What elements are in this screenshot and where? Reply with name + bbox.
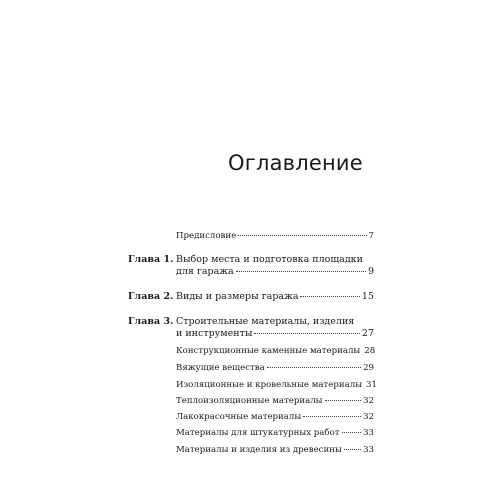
dot-leader <box>267 367 361 368</box>
toc-page-number: 15 <box>361 291 374 302</box>
dot-leader <box>254 333 359 334</box>
dot-leader <box>303 416 361 417</box>
dot-leader <box>325 400 362 401</box>
toc-page-number: 33 <box>363 445 374 455</box>
toc-page-number: 9 <box>367 266 374 277</box>
chapter-label-3: Глава 3. <box>128 316 174 327</box>
toc-entry-title: Вяжущие вещества <box>176 363 265 373</box>
toc-page-number: 31 <box>366 380 377 390</box>
dot-leader <box>238 235 366 236</box>
toc-subentry <box>176 362 374 374</box>
toc-subentry <box>176 395 374 407</box>
toc-subentry <box>176 427 374 439</box>
dot-leader <box>300 296 359 297</box>
toc-entry-title: Материалы для штукатурных работ <box>176 428 340 438</box>
toc-subentry <box>176 379 377 391</box>
toc-entry-chapter-1 <box>176 254 374 278</box>
toc-entry-title-line: и инструменты <box>176 328 253 339</box>
toc-entry-title-line: Выбор места и подготовка площадки <box>176 254 363 265</box>
toc-page-number: 32 <box>363 412 374 422</box>
toc-entry-title-line: для гаража <box>176 266 234 277</box>
toc-page-number: 28 <box>364 346 376 356</box>
toc-page-number: 33 <box>363 428 374 438</box>
toc-page-number: 7 <box>368 231 374 241</box>
chapter-label-1: Глава 1. <box>128 254 174 265</box>
dot-leader <box>344 449 361 450</box>
toc-entry-title: Материалы и изделия из древесины <box>176 445 342 455</box>
chapter-label-2: Глава 2. <box>128 291 174 302</box>
toc-subentry <box>176 345 374 357</box>
toc-entry-title: Конструкционные каменные материалы <box>176 346 361 356</box>
toc-entry-title: Изоляционные и кровельные материалы <box>176 380 363 390</box>
toc-entry-title: Предисловие <box>176 231 237 241</box>
toc-entry-chapter-2 <box>176 291 374 303</box>
dot-leader <box>236 271 366 272</box>
toc-entry-title: Теплоизоляционные материалы <box>176 396 323 406</box>
page-title: Оглавление <box>228 151 363 175</box>
toc-subentry <box>176 411 374 423</box>
toc-subentry <box>176 444 374 456</box>
dot-leader <box>342 432 362 433</box>
toc-entry-title: Виды и размеры гаража <box>176 291 299 302</box>
toc-entry-chapter-3 <box>176 316 374 340</box>
toc-page-number: 29 <box>363 363 374 373</box>
toc-page-number: 32 <box>363 396 374 406</box>
toc-entry-title-line: Строительные материалы, изделия <box>176 316 355 327</box>
toc-page-number: 27 <box>361 328 374 339</box>
toc-entry-preface <box>176 230 374 242</box>
toc-entry-title: Лакокрасочные материалы <box>176 412 302 422</box>
